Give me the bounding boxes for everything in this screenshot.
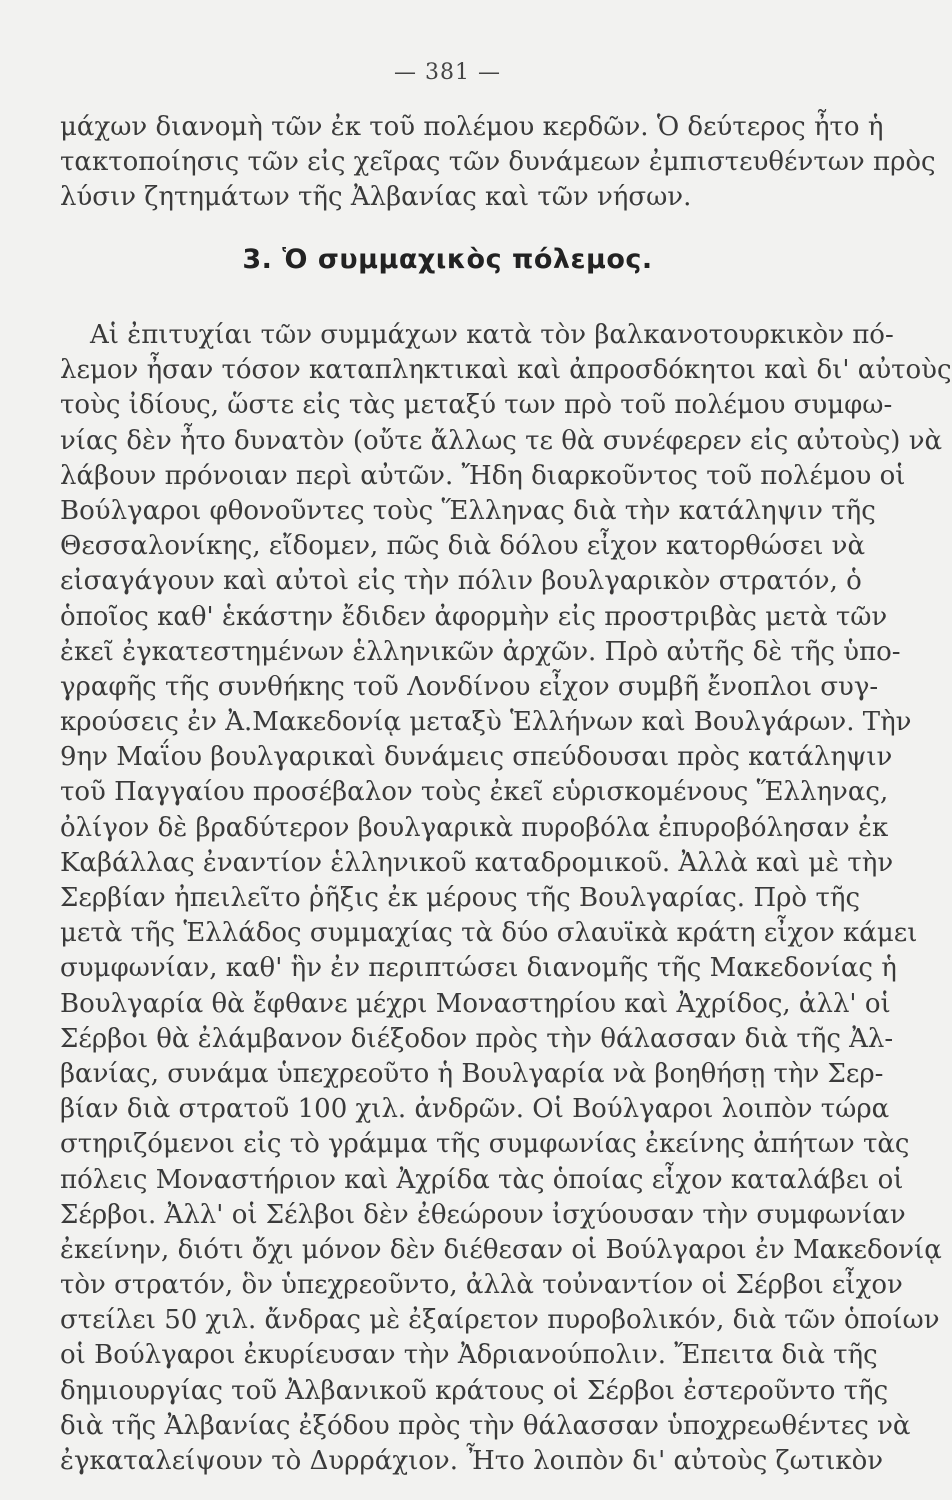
text-line: ὁποῖος καθ' ἑκάστην ἔδιδεν ἀφορμὴν εἰς προστριβὰς μετὰ τῶν xyxy=(60,601,888,632)
text-line: Βούλγαροι φθονοῦντες τοὺς Ἕλληνας διὰ τὴν κατάληψιν τῆς xyxy=(60,495,876,526)
text-line: νίας δὲν ἦτο δυνατὸν (οὔτε ἄλλως τε θὰ συνέφερεν εἰς αὐτοὺς) νὰ xyxy=(60,425,943,456)
text-line: λεμον ἦσαν τόσον καταπληκτικαὶ καὶ ἀπροσδόκητοι καὶ δι' αὐτοὺς xyxy=(60,355,952,386)
text-line: πόλεις Μοναστήριον καὶ Ἀχρίδα τὰς ὁποίας εἶχον καταλάβει οἱ xyxy=(60,1164,904,1195)
text-line: διὰ τῆς Ἀλβανίας ἐξόδου πρὸς τὴν θάλασσαν ὑποχρεωθέντες νὰ xyxy=(60,1410,911,1441)
text-line: βανίας, συνάμα ὑπεχρεοῦτο ἡ Βουλγαρία νὰ βοηθήσῃ τὴν Σερ- xyxy=(60,1058,884,1089)
text-line: Θεσσαλονίκης, εἴδομεν, πῶς διὰ δόλου εἶχον κατορθώσει νὰ xyxy=(60,531,866,562)
text-line: Αἱ ἐπιτυχίαι τῶν συμμάχων κατὰ τὸν βαλκανοτουρκικὸν πό- xyxy=(90,320,894,350)
text-line: δημιουργίας τοῦ Ἀλβανικοῦ κράτους οἱ Σέρβοι ἐστεροῦντο τῆς xyxy=(60,1375,889,1406)
text-line: τοῦ Παγγαίου προσέβαλον τοὺς ἐκεῖ εὑρισκομένους Ἕλληνας, xyxy=(60,777,889,808)
text-line: ἐγκαταλείψουν τὸ Δυρράχιον. Ἦτο λοιπὸν δι' αὐτοὺς ζωτικὸν xyxy=(60,1446,884,1476)
text-line: λάβουν πρόνοιαν περὶ αὐτῶν. Ἤδη διαρκοῦντος τοῦ πολέμου οἱ xyxy=(60,460,906,491)
text-line: Σέρβοι. Ἀλλ' οἱ Σέλβοι δὲν ἐθεώρουν ἰσχύουσαν τὴν συμφωνίαν xyxy=(60,1199,906,1230)
text-line: τοὺς ἰδίους, ὥστε εἰς τὰς μεταξύ των πρὸ τοῦ πολέμου συμφω- xyxy=(60,390,893,421)
text-line: μάχων διανομὴ τῶν ἐκ τοῦ πολέμου κερδῶν. Ὁ δεύτερος ἦτο ἡ xyxy=(60,112,884,142)
page-number: — 381 — xyxy=(394,60,501,85)
text-line: Σερβίαν ἠπειλεῖτο ῥῆξις ἐκ μέρους τῆς Βουλγαρίας. Πρὸ τῆς xyxy=(60,883,860,913)
text-line: Σέρβοι θὰ ἐλάμβανον διέξοδον πρὸς τὴν θάλασσαν διὰ τῆς Ἀλ- xyxy=(60,1023,894,1054)
text-line: συμφωνίαν, καθ' ἣν ἐν περιπτώσει διανομῆς τῆς Μακεδονίας ἡ xyxy=(60,953,897,984)
text-line: μετὰ τῆς Ἑλλάδος συμμαχίας τὰ δύο σλαυϊκὰ κράτη εἶχον κάμει xyxy=(60,918,918,949)
text-line: κρούσεις ἐν Ἀ.Μακεδονίᾳ μεταξὺ Ἑλλήνων καὶ Βουλγάρων. Τὴν xyxy=(60,707,912,738)
text-line: στηριζόμενοι εἰς τὸ γράμμα τῆς συμφωνίας ἐκείνης ἀπήτων τὰς xyxy=(60,1129,910,1160)
body-paragraph xyxy=(60,318,952,1479)
text-line: οἱ Βούλγαροι ἐκυρίευσαν τὴν Ἀδριανούπολιν. Ἔπειτα διὰ τῆς xyxy=(60,1340,878,1371)
text-line: γραφῆς τῆς συνθήκης τοῦ Λονδίνου εἶχον συμβῆ ἔνοπλοι συγ- xyxy=(60,671,879,702)
text-line: ἐκεῖ ἐγκατεστημένων ἑλληνικῶν ἀρχῶν. Πρὸ αὐτῆς δὲ τῆς ὑπο- xyxy=(60,636,901,667)
text-line: ὀλίγον δὲ βραδύτερον βουλγαρικὰ πυροβόλα ἐπυροβόλησαν ἐκ xyxy=(60,812,889,843)
text-line: τακτοποίησις τῶν εἰς χεῖρας τῶν δυνάμεων ἐμπιστευθέντων πρὸς xyxy=(60,147,936,178)
text-line: Καβάλλας ἐναντίον ἑλληνικοῦ καταδρομικοῦ. Ἀλλὰ καὶ μὲ τὴν xyxy=(60,847,894,878)
text-line: εἰσαγάγουν καὶ αὐτοὶ εἰς τὴν πόλιν βουλγαρικὸν στρατόν, ὁ xyxy=(60,566,862,597)
text-line: ἐκείνην, διότι ὄχι μόνον δὲν διέθεσαν οἱ Βούλγαροι ἐν Μακεδονίᾳ xyxy=(60,1234,942,1265)
text-line: Βουλγαρία θὰ ἔφθανε μέχρι Μοναστηρίου καὶ Ἀχρίδος, ἀλλ' οἱ xyxy=(60,988,891,1019)
section-heading: 3. Ὁ συμμαχικὸς πόλεμος. xyxy=(242,244,653,275)
text-line: τὸν στρατόν, ὃν ὑπεχρεοῦντο, ἀλλὰ τοὐναντίον οἱ Σέρβοι εἶχον xyxy=(60,1270,903,1301)
text-line: βίαν διὰ στρατοῦ 100 χιλ. ἀνδρῶν. Οἱ Βούλγαροι λοιπὸν τώρα xyxy=(60,1094,890,1125)
text-line: 9ην Μαΐου βουλγαρικαὶ δυνάμεις σπεύδουσαι πρὸς κατάληψιν xyxy=(60,742,893,773)
text-line: στείλει 50 χιλ. ἄνδρας μὲ ἐξαίρετον πυροβολικόν, διὰ τῶν ὁποίων xyxy=(60,1305,940,1336)
intro-paragraph xyxy=(60,110,936,216)
text-line: λύσιν ζητημάτων τῆς Ἀλβανίας καὶ τῶν νήσων. xyxy=(60,182,692,213)
